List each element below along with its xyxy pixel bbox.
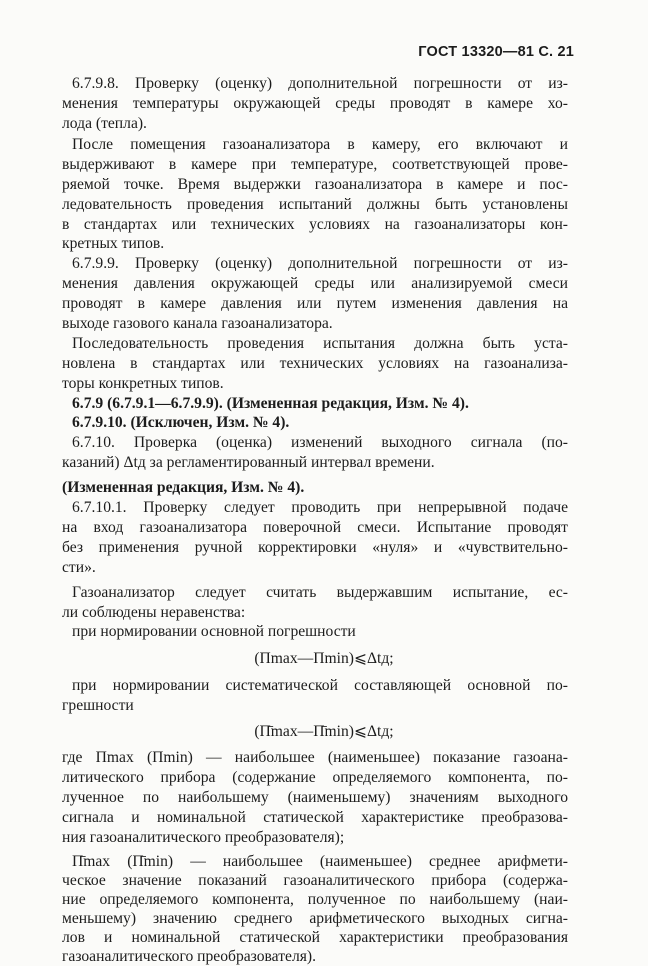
formula: (Пmax—Пmin)⩽Δtд;	[254, 650, 394, 667]
text-line: лов и номинальной статической характеристики преобразования	[62, 929, 568, 946]
text-line: Газоанализатор следует считать выдержавшим испытание, ес-	[72, 584, 568, 601]
formula: (П̄max—П̄min)⩽Δtд;	[254, 723, 394, 740]
text-line: газоаналитического преобразователя).	[62, 948, 316, 965]
text-line: ние определяемого компонента, полученное по наибольшему (наи-	[62, 891, 568, 908]
text-line: ряемой точке. Время выдержки газоанализатора в камере и пос-	[62, 176, 568, 193]
text-line: где Пmax (Пmin) — наибольшее (наименьшее) показание газоана-	[62, 749, 568, 766]
text-line: Последовательность проведения испытания должна быть уста-	[72, 335, 568, 352]
text-line: менения температуры окружающей среды проводят в камере хо-	[62, 95, 568, 112]
amendment-note: (Измененная редакция, Изм. № 4).	[62, 479, 305, 496]
text-line: менения давления окружающей среды или анализируемой смеси	[62, 275, 568, 292]
text-line: в стандартах или технических условиях на газоанализаторы кон-	[62, 216, 568, 233]
text-line: кретных типов.	[62, 235, 165, 252]
text-line: ледовательность проведения испытаний должны быть установлены	[62, 196, 568, 213]
text-line: сигнала и номинальной статической характеристике преобразова-	[62, 809, 568, 826]
text-line: 6.7.9.9. Проверку (оценку) дополнительной погрешности от из-	[72, 255, 568, 272]
text-line: без применения ручной корректировки «нуля» и «чувствительно-	[62, 539, 568, 556]
text-line: 6.7.10.1. Проверку следует проводить при непрерывной подаче	[72, 499, 568, 516]
text-line: 6.7.9.8. Проверку (оценку) дополнительной погрешности от из-	[72, 75, 568, 92]
amendment-note: 6.7.9 (6.7.9.1—6.7.9.9). (Измененная редакция, Изм. № 4).	[72, 395, 469, 412]
text-line: ческое значение показаний газоаналитического прибора (содержа-	[62, 872, 568, 889]
text-line: при нормировании основной погрешности	[72, 623, 356, 640]
text-line: выдерживают в камере при температуре, соответствующей прове-	[62, 156, 568, 173]
text-line: грешности	[62, 697, 134, 714]
text-line: После помещения газоанализатора в камеру, его включают и	[72, 136, 568, 153]
text-line: меньшему) значению среднего арифметического выходных сигна-	[62, 910, 568, 927]
text-line: ния газоаналитического преобразователя);	[62, 829, 345, 846]
text-line: выходе газового канала газоанализатора.	[62, 315, 333, 332]
text-line: лученное по наибольшему (наименьшему) значениям выходного	[62, 789, 568, 806]
text-line: ли соблюдены неравенства:	[62, 604, 246, 621]
text-line: 6.7.10. Проверка (оценка) изменений выходного сигнала (по-	[72, 434, 568, 451]
text-line: новлена в стандартах или технических условиях на газоанализа-	[62, 355, 568, 372]
text-line: казаний) Δtд за регламентированный интервал времени.	[62, 454, 435, 471]
text-line: торы конкретных типов.	[62, 375, 224, 392]
text-line: проводят в камере давления или путем изменения давления на	[62, 295, 568, 312]
page-header: ГОСТ 13320—81 С. 21	[418, 44, 574, 60]
text-line: сти».	[62, 559, 96, 576]
text-line: при нормировании систематической составляющей основной по-	[72, 677, 568, 694]
amendment-note: 6.7.9.10. (Исключен, Изм. № 4).	[72, 414, 290, 431]
text-line: лода (тепла).	[62, 115, 147, 132]
text-line: литического прибора (содержание определяемого компонента, по-	[62, 769, 568, 786]
text-line: П̄max (П̄min) — наибольшее (наименьшее) среднее арифмети-	[72, 853, 568, 870]
text-line: на вход газоанализатора поверочной смеси. Испытание проводят	[62, 519, 568, 536]
